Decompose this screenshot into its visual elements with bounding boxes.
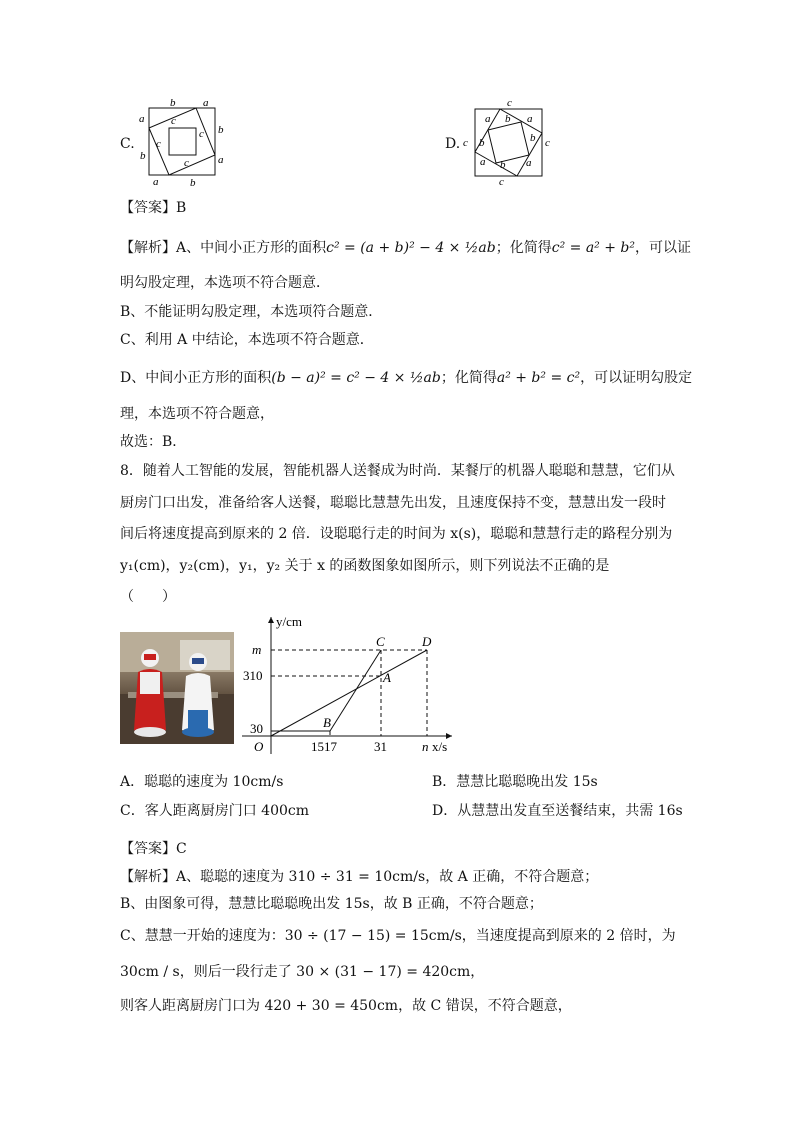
q8-stem-1: 8．随着人工智能的发展，智能机器人送餐成为时尚．某餐厅的机器人聪聪和慧慧，它们从 xyxy=(120,463,675,479)
fig-d-label-2: a xyxy=(485,113,491,125)
q8-option-b: B．慧慧比聪聪晚出发 15s xyxy=(432,774,598,790)
fig-d-label-7: b xyxy=(530,132,536,144)
q7-eq-a: c² = (a + b)² − 4 × ½ab xyxy=(326,240,496,256)
q8-analysis-2: B、由图象可得，慧慧比聪聪晚出发 15s，故 B 正确，不符合题意； xyxy=(120,896,543,912)
q7-analysis-c: C、利用 A 中结论，本选项不符合题意． xyxy=(120,332,374,348)
x-tick-n: n xyxy=(422,739,429,754)
fig-c-label-10: a xyxy=(218,154,224,166)
q7-analysis-a-text3: ，可以证 xyxy=(634,240,691,256)
y-tick-m: m xyxy=(252,642,262,657)
q7-eq-a2: c² = a² + b² xyxy=(551,240,635,256)
fig-d-label-4: c xyxy=(463,137,468,149)
fig-c-label-8: c xyxy=(156,138,161,150)
fig-c-label-6: b xyxy=(218,124,224,136)
point-d: D xyxy=(422,634,432,649)
q8-stem-4: y₁(cm)，y₂(cm)，y₁，y₂ 关于 x 的函数图象如图所示，则下列说法不正确的是 xyxy=(120,558,610,574)
fig-d-label-1: c xyxy=(507,97,512,109)
fig-d-label-9: c xyxy=(545,137,550,149)
y-axis-label: y/cm xyxy=(276,614,302,629)
fig-d-label-12: c xyxy=(499,176,504,188)
fig-c-label-9: c xyxy=(184,157,189,169)
y-axis-arrow-icon xyxy=(268,617,274,623)
q7-analysis-d-cont: 理，本选项不符合题意， xyxy=(120,406,274,422)
fig-d-label-8: a xyxy=(480,156,486,168)
x-tick-1517: 1517 xyxy=(311,739,337,754)
origin-label: O xyxy=(254,739,264,754)
point-c: C xyxy=(376,634,385,649)
y-tick-310: 310 xyxy=(243,668,263,683)
q7-choose: 故选：B． xyxy=(120,434,187,450)
fig-c-label-12: b xyxy=(190,177,196,188)
point-b: B xyxy=(323,715,331,730)
fig-d-label-11: a xyxy=(526,157,532,169)
q8-analysis-5: 则客人距离厨房门口为 420 + 30 = 450cm，故 C 错误，不符合题意， xyxy=(120,998,572,1014)
figure-d xyxy=(456,96,566,188)
q7-analysis-d xyxy=(120,368,692,388)
q8-option-d: D．从慧慧出发直至送餐结束，共需 16s xyxy=(432,803,683,819)
function-graph xyxy=(238,612,458,760)
y-tick-30: 30 xyxy=(250,721,263,736)
q8-analysis-1: 【解析】A、聪聪的速度为 310 ÷ 31 = 10cm/s，故 A 正确，不符合题意； xyxy=(120,869,599,885)
q7-analysis-d-text1: D、中间小正方形的面积 xyxy=(120,370,272,386)
q8-analysis-4: 30cm / s，则后一段行走了 30 × (31 − 17) = 420cm， xyxy=(120,964,485,980)
q7-analysis-a-text2: ；化简得 xyxy=(495,240,552,256)
q7-eq-d: (b − a)² = c² − 4 × ½ab xyxy=(271,370,441,386)
q8-answer: 【答案】C xyxy=(120,841,187,857)
fig-c-label-1: b xyxy=(170,97,176,109)
fig-c-label-2: a xyxy=(203,97,209,109)
fig-c-option: C. xyxy=(120,136,135,152)
fig-d-label-10: b xyxy=(500,159,506,171)
fig-d-label-3: b xyxy=(505,113,511,125)
fig-d-label-6: b xyxy=(479,137,485,149)
q8-option-c: C．客人距离厨房门口 400cm xyxy=(120,803,309,819)
fig-c-label-5: c xyxy=(199,128,204,140)
q7-analysis-d-text3: ，可以证明勾股定 xyxy=(580,370,693,386)
robots-illustration xyxy=(120,632,234,744)
x-axis-label: x/s xyxy=(432,739,448,754)
q8-stem-5: （ ） xyxy=(120,589,176,605)
fig-c-label-11: a xyxy=(153,176,159,188)
line-y2-b xyxy=(330,650,381,731)
q7-eq-d2: a² + b² = c² xyxy=(496,370,581,386)
q8-stem-3: 间后将速度提高到原来的 2 倍．设聪聪行走的时间为 x(s)，聪聪和慧慧行走的路程分别为 xyxy=(120,526,673,542)
fig-d-option: D. xyxy=(445,136,461,152)
fig-d-label-5: a xyxy=(527,113,533,125)
q7-analysis-b: B、不能证明勾股定理，本选项符合题意． xyxy=(120,304,383,320)
q8-analysis-3: C、慧慧一开始的速度为：30 ÷ (17 − 15) = 15cm/s，当速度提高到原来的 2 倍时，为 xyxy=(120,928,676,944)
q7-answer: 【答案】B xyxy=(120,200,187,216)
x-tick-31: 31 xyxy=(374,739,387,754)
q7-analysis-d-text2: ；化简得 xyxy=(440,370,497,386)
line-y1 xyxy=(271,650,427,736)
robots-photo xyxy=(120,632,234,744)
q8-stem-2: 厨房门口出发，准备给客人送餐，聪聪比慧慧先出发，且速度保持不变，慧慧出发一段时 xyxy=(120,495,666,511)
fig-c-label-4: c xyxy=(171,115,176,127)
fig-c-label-7: b xyxy=(140,150,146,162)
q7-analysis-a-cont: 明勾股定理，本选项不符合题意． xyxy=(120,275,330,291)
point-a: A xyxy=(383,670,391,685)
q7-analysis-a xyxy=(120,238,691,258)
q7-analysis-a-text1: 【解析】A、中间小正方形的面积 xyxy=(120,240,327,256)
q8-option-a: A．聪聪的速度为 10cm/s xyxy=(120,774,284,790)
fig-c-label-3: a xyxy=(139,113,145,125)
